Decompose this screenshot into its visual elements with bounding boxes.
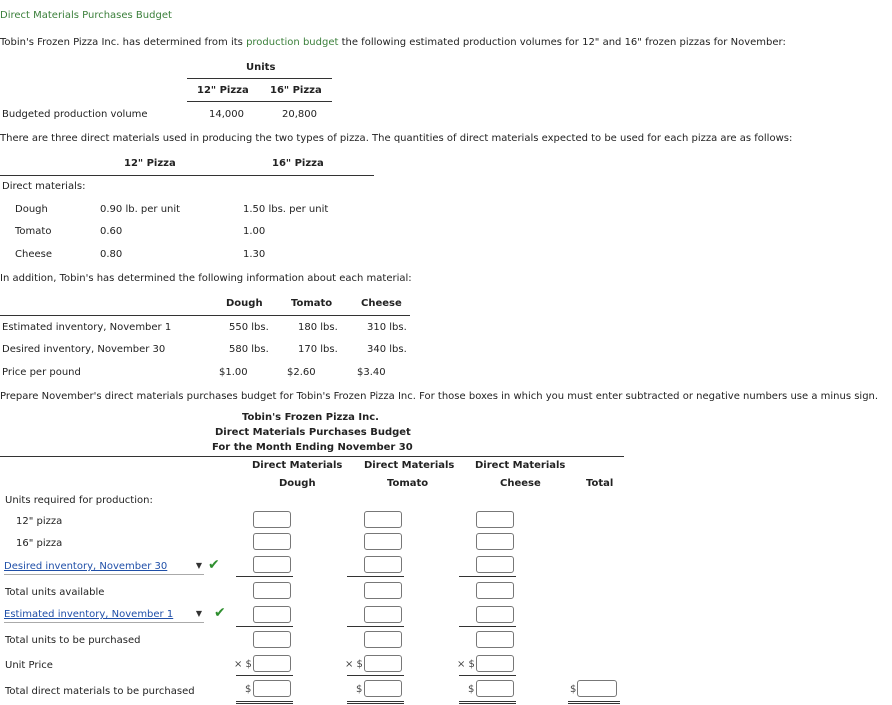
col-head-dough-top: Direct Materials (252, 460, 343, 471)
info-cell: 550 lbs. (229, 322, 269, 333)
times-dollar-label: × $ (345, 659, 363, 670)
intro-before: Tobin's Frozen Pizza Inc. has determined from its (0, 37, 247, 48)
total-purchased-label: Total units to be purchased (5, 635, 141, 646)
intro-text (0, 37, 786, 48)
budget-period: For the Month Ending November 30 (212, 442, 413, 453)
chevron-down-icon: ▼ (195, 609, 202, 618)
info-header-dough: Dough (226, 298, 263, 309)
page-title: Direct Materials Purchases Budget (0, 10, 172, 21)
budget-name: Direct Materials Purchases Budget (215, 427, 411, 438)
cheese-units-purchased-input[interactable] (476, 631, 514, 648)
prod-col-16: 16" Pizza (270, 85, 322, 96)
double-underline (568, 701, 620, 704)
units-header: Units (246, 62, 276, 73)
divider (236, 675, 293, 676)
chevron-down-icon: ▼ (195, 561, 202, 570)
mat-section-label: Direct materials: (2, 181, 86, 192)
production-budget-link[interactable]: production budget (246, 37, 339, 48)
info-cell: 340 lbs. (367, 344, 407, 355)
cheese-estimated-input[interactable] (476, 606, 514, 623)
divider (459, 576, 516, 577)
tomato-12-input[interactable] (364, 511, 402, 528)
dough-units-purchased-input[interactable] (253, 631, 291, 648)
mat-row-name: Tomato (15, 226, 52, 237)
cheese-total-available-input[interactable] (476, 582, 514, 599)
mat-row-12: 0.90 lb. per unit (100, 204, 181, 215)
estimated-inventory-dropdown-label: Estimated inventory, November 1 (4, 609, 174, 620)
dough-16-input[interactable] (253, 533, 291, 550)
info-intro: In addition, Tobin's has determined the following information about each material: (0, 273, 412, 284)
col-head-cheese: Cheese (500, 478, 541, 489)
dollar-label: $ (245, 684, 252, 695)
dough-12-input[interactable] (253, 511, 291, 528)
tomato-desired-input[interactable] (364, 556, 402, 573)
dollar-label: $ (356, 684, 363, 695)
mat-row-12: 0.60 (100, 226, 123, 237)
dollar-label: $ (570, 684, 577, 695)
cheese-12-input[interactable] (476, 511, 514, 528)
info-row-label: Price per pound (2, 367, 81, 378)
divider (0, 315, 410, 316)
cheese-unit-price-input[interactable] (476, 655, 514, 672)
info-row-label: Estimated inventory, November 1 (2, 322, 172, 333)
divider (0, 175, 374, 176)
checkmark-icon: ✔ (208, 557, 220, 573)
divider (347, 576, 404, 577)
intro-after: the following estimated production volumes for 12" and 16" frozen pizzas for November: (338, 37, 786, 48)
cheese-desired-input[interactable] (476, 556, 514, 573)
info-cell: 310 lbs. (367, 322, 407, 333)
materials-intro: There are three direct materials used in producing the two types of pizza. The quantities of direct materials expected to be used for each pizza are as follows: (0, 133, 793, 144)
times-dollar-label: × $ (234, 659, 252, 670)
divider (347, 626, 404, 627)
units-required-label: Units required for production: (5, 495, 153, 506)
pizza16-label: 16" pizza (16, 538, 63, 549)
total-direct-label: Total direct materials to be purchased (5, 686, 195, 697)
budget-company: Tobin's Frozen Pizza Inc. (242, 412, 379, 423)
checkmark-icon: ✔ (214, 605, 226, 621)
mat-col-16: 16" Pizza (272, 158, 324, 169)
tomato-16-input[interactable] (364, 533, 402, 550)
mat-row-16: 1.30 (243, 249, 266, 260)
dollar-label: $ (468, 684, 475, 695)
tomato-estimated-input[interactable] (364, 606, 402, 623)
divider (459, 675, 516, 676)
tomato-unit-price-input[interactable] (364, 655, 402, 672)
estimated-inventory-dropdown[interactable] (4, 609, 204, 623)
dough-unit-price-input[interactable] (253, 655, 291, 672)
dough-total-input[interactable] (253, 680, 291, 697)
prod-col-12: 12" Pizza (197, 85, 249, 96)
double-underline (236, 701, 293, 704)
dough-desired-input[interactable] (253, 556, 291, 573)
mat-row-name: Dough (15, 204, 48, 215)
divider (187, 101, 332, 102)
prepare-instructions: Prepare November's direct materials purchases budget for Tobin's Frozen Pizza Inc. For those boxes in which you must enter subtracted or negative numbers use a minus sign. (0, 391, 879, 402)
desired-inventory-dropdown[interactable] (4, 561, 204, 575)
tomato-units-purchased-input[interactable] (364, 631, 402, 648)
unit-price-label: Unit Price (5, 660, 53, 671)
divider (236, 626, 293, 627)
info-cell: $2.60 (287, 367, 316, 378)
mat-row-16: 1.50 lbs. per unit (243, 204, 329, 215)
total-available-label: Total units available (5, 587, 105, 598)
mat-row-name: Cheese (15, 249, 52, 260)
mat-row-16: 1.00 (243, 226, 266, 237)
divider (187, 78, 332, 79)
col-head-cheese-top: Direct Materials (475, 460, 566, 471)
mat-col-12: 12" Pizza (124, 158, 176, 169)
col-head-total: Total (586, 478, 614, 489)
mat-row-12: 0.80 (100, 249, 123, 260)
tomato-total-available-input[interactable] (364, 582, 402, 599)
divider (347, 675, 404, 676)
grand-total-input[interactable] (577, 680, 617, 697)
divider (0, 456, 624, 457)
col-head-tomato-top: Direct Materials (364, 460, 455, 471)
info-cell: $1.00 (219, 367, 248, 378)
info-cell: 170 lbs. (298, 344, 338, 355)
dough-total-available-input[interactable] (253, 582, 291, 599)
prod-value-16: 20,800 (282, 109, 317, 120)
info-row-label: Desired inventory, November 30 (2, 344, 166, 355)
cheese-16-input[interactable] (476, 533, 514, 550)
info-cell: $3.40 (357, 367, 386, 378)
double-underline (347, 701, 404, 704)
info-header-tomato: Tomato (291, 298, 333, 309)
divider (236, 576, 293, 577)
prod-value-12: 14,000 (209, 109, 244, 120)
info-cell: 580 lbs. (229, 344, 269, 355)
info-cell: 180 lbs. (298, 322, 338, 333)
dough-estimated-input[interactable] (253, 606, 291, 623)
col-head-tomato: Tomato (387, 478, 429, 489)
times-dollar-label: × $ (457, 659, 475, 670)
divider (459, 626, 516, 627)
double-underline (459, 701, 516, 704)
cheese-total-input[interactable] (476, 680, 514, 697)
prod-row-label: Budgeted production volume (2, 109, 148, 120)
info-header-cheese: Cheese (361, 298, 402, 309)
col-head-dough: Dough (279, 478, 316, 489)
tomato-total-input[interactable] (364, 680, 402, 697)
pizza12-label: 12" pizza (16, 516, 63, 527)
desired-inventory-dropdown-label: Desired inventory, November 30 (4, 561, 168, 572)
